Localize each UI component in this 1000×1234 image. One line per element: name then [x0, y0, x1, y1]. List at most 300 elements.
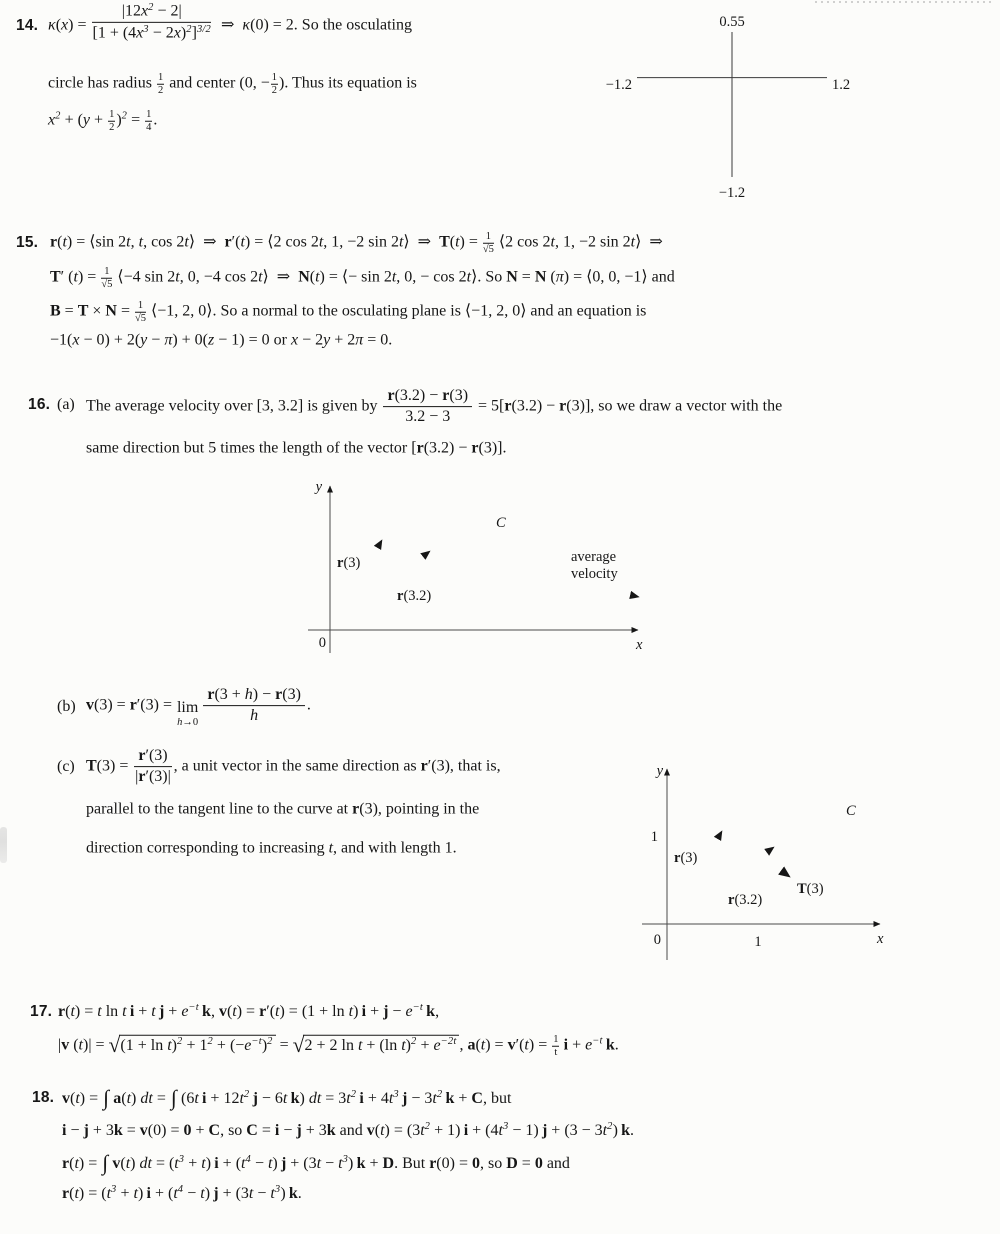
math-token: . — [630, 1121, 635, 1139]
math-token: t — [74, 1154, 79, 1172]
math-token: t — [348, 1002, 354, 1020]
math-token: − — [66, 1121, 84, 1139]
p15-line-4 — [50, 331, 392, 352]
math-token: x — [136, 24, 144, 42]
math-token: k — [326, 1121, 336, 1139]
math-token: − — [250, 1154, 268, 1172]
x-tick-label: 1 — [754, 934, 762, 950]
math-token: (1 + ln — [120, 1036, 168, 1054]
problem-18-number: 18. — [32, 1089, 55, 1106]
math-token: N — [298, 268, 310, 286]
math-token: (3.2) − — [394, 387, 443, 405]
math-token: t — [106, 1184, 112, 1202]
math-token: ) — [272, 1154, 281, 1172]
figure-14 — [585, 5, 855, 205]
math-token: ) — [171, 1036, 177, 1054]
average-velocity-label-1: average — [571, 549, 617, 565]
curve-label: C — [496, 515, 506, 531]
math-token: same direction but 5 times the length of the vector [ — [86, 439, 417, 457]
math-token: ) = ⟨2 cos 2 — [244, 233, 319, 251]
math-token: ) = — [236, 1002, 260, 1020]
math-token: j — [158, 1002, 165, 1020]
fraction — [134, 747, 171, 787]
p16-part-b-label: (b) — [57, 698, 76, 715]
math-token: ⟩ ⇒ — [188, 233, 225, 251]
p15-line-1 — [50, 231, 663, 256]
window-top-label: 0.55 — [719, 14, 745, 30]
math-token: , — [210, 1002, 219, 1020]
math-token: 2 — [176, 1035, 183, 1047]
window-right-label: 1.2 — [832, 77, 851, 93]
p16a-line-2 — [86, 439, 506, 460]
math-token: ( — [70, 1089, 76, 1107]
math-token: x — [61, 16, 69, 34]
math-token: (3)], so we draw a vector with the — [566, 397, 783, 415]
denominator: √5 — [482, 243, 494, 255]
math-token: k — [445, 1089, 455, 1107]
math-token: j — [252, 1089, 258, 1107]
math-token: ′( — [231, 233, 241, 251]
math-token: = ( — [151, 1154, 175, 1172]
math-token: r — [416, 439, 424, 457]
math-token: circle has radius — [48, 74, 156, 92]
math-token: x — [72, 331, 80, 349]
denominator: 2 — [271, 84, 277, 96]
r32-label: r(3.2) — [728, 892, 763, 908]
math-token: 3 — [502, 1121, 509, 1133]
math-token: 2 — [424, 1121, 431, 1133]
math-token: + (3 — [218, 1184, 249, 1202]
math-token: ( — [69, 1154, 75, 1172]
math-token: j — [83, 1121, 89, 1139]
math-token: ⟩. So — [471, 268, 507, 286]
math-token: t — [201, 1154, 206, 1172]
math-token: j — [383, 1002, 389, 1020]
math-token: t — [318, 233, 324, 251]
math-token: t — [126, 233, 131, 251]
numerator: 1 — [553, 1033, 559, 1045]
math-token: − 1) — [508, 1121, 542, 1139]
math-token: t — [398, 233, 404, 251]
math-token: v — [507, 1036, 516, 1054]
math-token: r — [138, 768, 146, 786]
math-token: ( — [546, 268, 556, 286]
T3-vector — [723, 828, 790, 877]
p16a-line-1 — [86, 387, 782, 427]
r3-vector — [330, 540, 382, 630]
radical-sign: √ — [292, 1032, 305, 1057]
math-token: z — [208, 331, 215, 349]
math-token: i — [62, 1121, 67, 1139]
math-token: 2 — [243, 1089, 250, 1101]
math-token: ) = — [74, 1002, 98, 1020]
problem-15-number: 15. — [16, 234, 39, 251]
math-token: i — [129, 1002, 135, 1020]
math-token: π — [555, 268, 564, 286]
math-token: t — [630, 233, 636, 251]
p18-line-3 — [62, 1149, 570, 1177]
math-token: t — [498, 1121, 503, 1139]
math-token: + ( — [150, 1184, 174, 1202]
math-token: = — [257, 1121, 275, 1139]
math-token: r — [471, 439, 479, 457]
math-token: ) − — [252, 686, 276, 704]
math-token: ⟨2 cos 2 — [494, 233, 551, 251]
math-token: , so — [479, 1154, 507, 1172]
limit-subscript — [177, 717, 198, 728]
math-token: (3.2) − — [423, 439, 472, 457]
math-token: ) = — [77, 268, 101, 286]
fraction — [203, 686, 305, 726]
math-token: h — [177, 716, 183, 728]
math-token: ) = — [78, 1154, 102, 1172]
math-token: t — [200, 1184, 205, 1202]
math-token: r — [50, 233, 58, 251]
math-token: , a unit vector in the same direction as — [173, 757, 421, 775]
math-token: ) = ⟨sin 2 — [66, 233, 127, 251]
math-token: ⇒ — [213, 16, 243, 34]
math-token: t — [173, 1184, 178, 1202]
math-token: t — [175, 268, 180, 286]
math-token: , 0, − cos 2 — [396, 268, 467, 286]
p17-line-2 — [58, 1034, 619, 1059]
math-token: ⟨−1, 2, 0⟩. So a normal to the osculating plane is ⟨−1, 2, 0⟩ and an equation is — [147, 302, 647, 320]
math-token: , so — [220, 1121, 247, 1139]
math-token: r — [62, 1154, 70, 1172]
math-token: T — [50, 268, 61, 286]
math-token: 4 — [177, 1184, 184, 1196]
math-token: N — [105, 302, 117, 320]
math-token: r — [224, 233, 232, 251]
math-token: 4 — [245, 1154, 251, 1166]
math-token: 0 — [534, 1154, 543, 1172]
math-token: y — [323, 331, 331, 349]
math-token: − 2| — [153, 2, 182, 20]
math-token: + — [164, 1002, 182, 1020]
math-token: 2 — [207, 1035, 213, 1047]
math-token: ) = ⟨− sin 2 — [319, 268, 392, 286]
math-token: ⟩ ⇒ — [262, 268, 299, 286]
math-token: + 4 — [363, 1089, 389, 1107]
math-token: . — [297, 1184, 302, 1202]
numerator: 1 — [146, 108, 152, 120]
math-token: 3 — [111, 1184, 117, 1196]
math-token: + 2 — [330, 331, 356, 349]
math-token: (3) = — [94, 696, 130, 714]
math-token: v — [112, 1154, 121, 1172]
math-token: r — [420, 757, 428, 775]
math-token: t — [138, 233, 144, 251]
math-token: B — [50, 302, 61, 320]
denominator — [134, 768, 171, 787]
p18-line-4 — [62, 1183, 302, 1205]
math-token: ln — [101, 1002, 123, 1020]
math-token: t — [62, 233, 67, 251]
math-token: + (3 − 3 — [547, 1121, 603, 1139]
math-token: x — [48, 111, 56, 129]
math-token: + (− — [212, 1036, 245, 1054]
math-token: r — [207, 686, 215, 704]
math-token: and center (0, − — [165, 74, 270, 92]
math-token: ( — [55, 16, 62, 34]
math-token: i — [563, 1036, 569, 1054]
math-token: ) — [180, 24, 187, 42]
math-token: 2 — [436, 1089, 443, 1101]
math-token: | — [58, 1036, 62, 1054]
math-token: ( — [69, 1184, 75, 1202]
math-token: t — [328, 839, 334, 857]
math-token: − — [147, 331, 165, 349]
math-token: j — [213, 1184, 219, 1202]
math-token: + — [454, 1089, 472, 1107]
math-token: ∫ — [170, 1085, 177, 1110]
math-token: × — [88, 302, 106, 320]
math-token: D — [506, 1154, 518, 1172]
math-token: t — [122, 1002, 127, 1020]
math-token: j — [541, 1121, 548, 1139]
math-token: − — [388, 1002, 406, 1020]
y-axis-label: y — [315, 479, 322, 495]
math-token: 2 — [607, 1121, 613, 1133]
math-token: ) = — [79, 1089, 103, 1107]
average-velocity-label-2: velocity — [571, 566, 618, 582]
curve-label: C — [846, 803, 856, 819]
math-token: ′ ( — [60, 268, 74, 286]
math-token: + (3 — [286, 1154, 317, 1172]
math-token: ′( — [515, 1036, 525, 1054]
math-token: t — [315, 268, 320, 286]
math-token: r — [138, 747, 146, 765]
math-token: i — [361, 1002, 367, 1020]
p17-line-1 — [58, 1001, 439, 1023]
math-token: ) = — [528, 1036, 552, 1054]
math-token: = 3 — [321, 1089, 347, 1107]
math-token: −2t — [440, 1035, 457, 1047]
math-token: and — [335, 1121, 367, 1139]
x-axis-label: x — [877, 931, 884, 947]
math-token: = — [60, 302, 78, 320]
p16c-line-3 — [86, 839, 457, 860]
math-token: = — [275, 1036, 293, 1054]
math-token: r — [62, 1184, 70, 1202]
math-token: ) — [205, 1154, 215, 1172]
p15-line-3 — [50, 300, 646, 325]
math-token: e — [585, 1036, 593, 1054]
math-token: t — [167, 1036, 172, 1054]
math-token: ′(3), that is, — [427, 757, 501, 775]
math-token: + ( — [218, 1154, 242, 1172]
math-token: i — [146, 1184, 151, 1202]
math-token: , 1, −2 sin 2 — [323, 233, 399, 251]
p15-line-2 — [50, 266, 675, 291]
math-token: k — [113, 1121, 123, 1139]
math-token: r — [275, 686, 283, 704]
denominator — [383, 408, 472, 427]
math-token: t — [126, 1089, 132, 1107]
p14-line-1 — [48, 1, 412, 43]
math-token: , 0, −4 cos 2 — [179, 268, 259, 286]
numerator: 1 — [271, 71, 277, 83]
window-bottom-label: −1.2 — [718, 185, 746, 201]
y-axis-label: y — [656, 763, 663, 779]
math-token: t — [78, 1036, 83, 1054]
math-token: ( — [121, 1089, 127, 1107]
math-token: − 6 — [257, 1089, 283, 1107]
math-token: i — [274, 1121, 280, 1139]
denominator — [203, 707, 305, 726]
math-token: T — [86, 757, 97, 775]
math-token: r — [58, 1002, 66, 1020]
math-token: 0 — [471, 1154, 480, 1172]
math-token: (3) — [282, 686, 301, 704]
math-token: ∫ — [103, 1085, 110, 1110]
math-token: + — [365, 1154, 383, 1172]
math-token: 3 — [393, 1089, 399, 1101]
math-token: C — [208, 1121, 221, 1139]
math-token: 3.2 − 3 — [405, 408, 451, 426]
math-token: ) — [204, 1184, 214, 1202]
math-token: + 1 — [182, 1036, 208, 1054]
math-token: −t — [251, 1035, 262, 1047]
math-token: ] — [191, 24, 197, 42]
math-token: C — [471, 1089, 483, 1107]
math-token: ) — [405, 1036, 411, 1054]
math-token: ) = — [485, 1036, 508, 1054]
r32-label: r(3.2) — [397, 588, 432, 604]
math-token: κ — [242, 16, 251, 34]
math-token: t — [97, 1002, 102, 1020]
math-token: ) — [280, 1184, 289, 1202]
math-token: ( — [374, 1121, 381, 1139]
small-fraction — [271, 72, 278, 97]
p18-line-1 — [62, 1084, 511, 1112]
math-token: x — [173, 24, 181, 42]
math-token: y — [140, 331, 148, 349]
math-token: 2 — [186, 24, 192, 35]
math-token: + (ln — [362, 1036, 402, 1054]
math-token: ( — [449, 233, 456, 251]
math-token: t — [240, 233, 245, 251]
math-token: ) — [612, 1121, 622, 1139]
math-token: ⟩ ⇒ — [635, 233, 663, 251]
math-token: t — [151, 1002, 156, 1020]
numerator — [92, 2, 211, 23]
math-token: x — [290, 331, 299, 349]
x-axis-label: x — [636, 637, 643, 653]
math-token: i — [463, 1121, 469, 1139]
math-token: v — [86, 696, 94, 714]
math-token: = — [122, 1121, 140, 1139]
math-token: r — [259, 1002, 267, 1020]
math-token: , — [459, 1036, 468, 1054]
numerator: 1 — [135, 300, 146, 313]
small-fraction — [157, 72, 164, 97]
small-fraction — [483, 231, 494, 256]
denominator: 2 — [157, 84, 164, 96]
math-token: k — [426, 1002, 436, 1020]
math-token: r — [352, 800, 360, 818]
denominator: t — [554, 1046, 558, 1058]
math-token: t — [455, 233, 460, 251]
math-token: e — [181, 1002, 189, 1020]
math-token: (3) = — [96, 757, 133, 775]
math-token: ) — [299, 1089, 309, 1107]
math-token: ) = — [68, 16, 91, 34]
math-token: . — [306, 696, 311, 714]
math-token: t — [248, 1184, 254, 1202]
math-token: (3.2) − — [511, 397, 560, 415]
math-token: k — [290, 1089, 300, 1107]
math-token: t — [466, 268, 472, 286]
denominator: 4 — [146, 121, 152, 133]
math-token: ⟨−4 sin 2 — [113, 268, 176, 286]
math-token: + 1) — [430, 1121, 464, 1139]
math-token: 2 — [350, 1089, 357, 1101]
math-token: a — [113, 1089, 122, 1107]
math-token: )| = — [82, 1036, 109, 1054]
math-token: = — [517, 268, 535, 286]
math-token: The average velocity over [3, 3.2] is given by — [86, 397, 382, 415]
math-token: i — [201, 1089, 207, 1107]
denominator: √5 — [135, 312, 147, 324]
math-token: = — [127, 111, 145, 129]
math-token: t — [75, 1089, 80, 1107]
math-token: k — [288, 1184, 298, 1202]
math-token: + 12 — [206, 1089, 240, 1107]
small-fraction — [101, 266, 112, 291]
r3-vector — [668, 831, 722, 924]
math-token: [1 + (4 — [92, 24, 137, 42]
math-token: ( — [226, 1002, 233, 1020]
math-token: = — [116, 302, 134, 320]
quartic-curve — [638, 31, 824, 98]
math-token: h — [250, 707, 259, 725]
math-token: ( — [69, 1036, 79, 1054]
math-token: , and with length 1. — [333, 839, 457, 857]
math-token: . But — [394, 1154, 430, 1172]
math-token: t — [184, 233, 189, 251]
math-token: ) — [261, 1036, 268, 1054]
math-token: ( — [475, 1036, 481, 1054]
math-token: + — [366, 1002, 384, 1020]
math-token: (0) = — [436, 1154, 472, 1172]
math-token: t — [420, 1121, 425, 1139]
math-token: (3) — [449, 387, 469, 405]
math-token: + — [90, 111, 108, 129]
math-token: a — [467, 1036, 476, 1054]
math-token: t — [275, 1002, 280, 1020]
math-token: − 0) + 2( — [79, 331, 141, 349]
math-token: (3), pointing in the — [359, 800, 480, 818]
p16c-line-1 — [86, 747, 501, 787]
scan-artifact-edge-smudge — [0, 827, 7, 863]
math-token: e — [405, 1002, 413, 1020]
math-token: − 2 — [148, 24, 174, 42]
math-token: κ — [48, 16, 56, 34]
math-token: t — [239, 1089, 244, 1107]
small-fraction — [135, 300, 146, 325]
math-token: ) = — [459, 233, 482, 251]
math-token: 2 — [410, 1035, 417, 1047]
figure-16a — [290, 475, 658, 670]
math-token: 2 — [148, 1, 154, 13]
math-token: dt — [139, 1154, 152, 1172]
math-token: + — [191, 1121, 209, 1139]
math-token: − — [279, 1121, 297, 1139]
math-token: , 1, −2 sin 2 — [554, 233, 631, 251]
math-token: ) — [131, 1089, 141, 1107]
math-token: t — [524, 1036, 529, 1054]
